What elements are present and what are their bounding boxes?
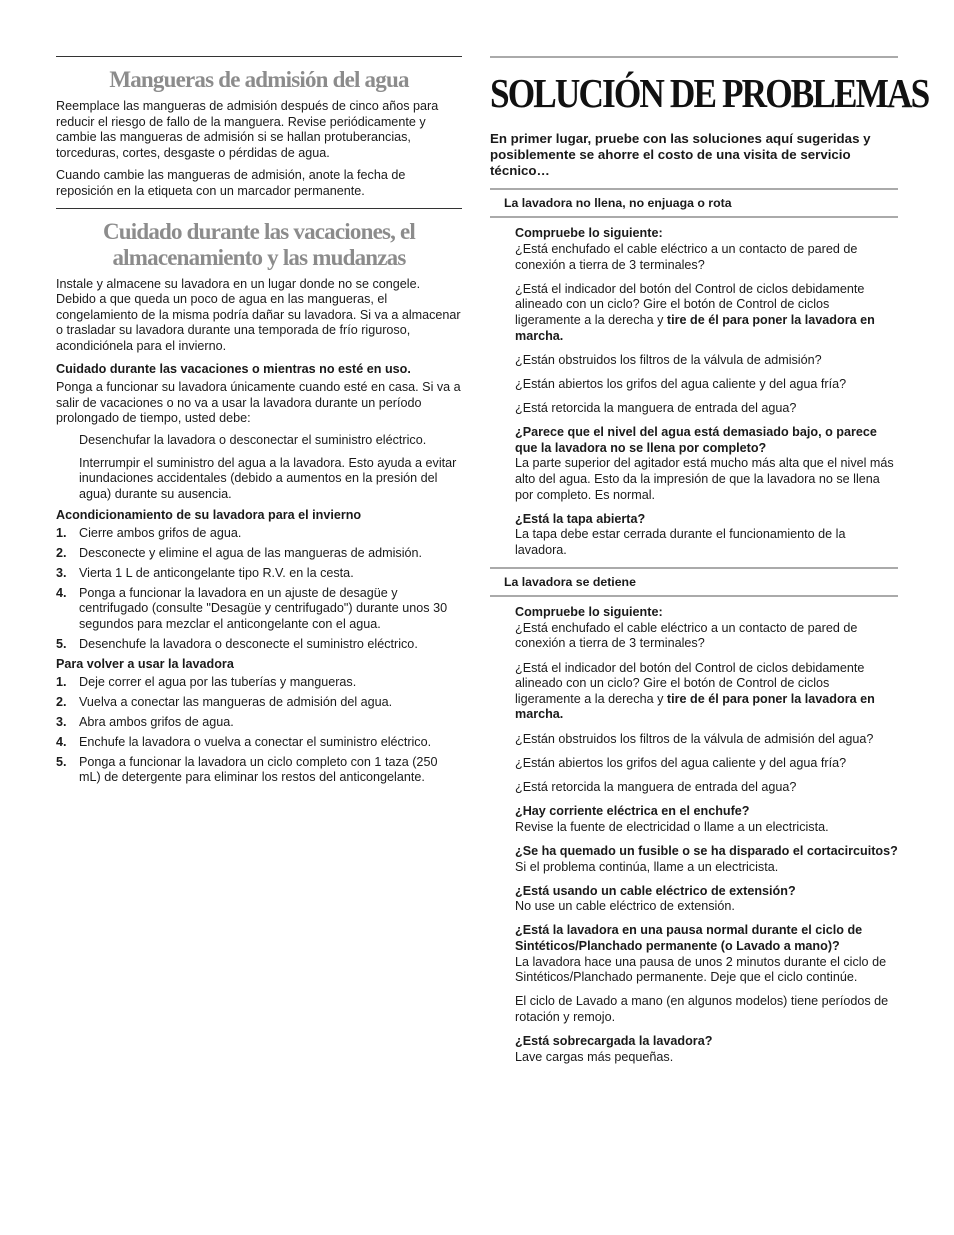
step-number: 4. bbox=[56, 734, 67, 749]
question-block bbox=[515, 923, 898, 985]
section-band: La lavadora se detiene bbox=[490, 567, 898, 597]
list-item bbox=[56, 546, 462, 562]
hoses-paragraph: Cuando cambie las mangueras de admisión, anote la fecha de reposición en la etiqueta con un marcador permanente. bbox=[56, 168, 406, 198]
question-heading: ¿Está usando un cable eléctrico de extensión? bbox=[515, 883, 796, 898]
step-number: 3. bbox=[56, 714, 67, 729]
question-heading: ¿Hay corriente eléctrica en el enchufe? bbox=[515, 804, 750, 819]
step-text: Desconecte y elimine el agua de las mangueras de admisión. bbox=[79, 545, 423, 560]
winter-heading: Acondicionamiento de su lavadora para el invierno bbox=[56, 508, 362, 523]
question-text: La parte superior del agitador está mucho más alta que el nivel más alto del agua. Esto da la impresión de que la lavadora no se llena por completo. Es normal. bbox=[515, 456, 894, 502]
left-column bbox=[56, 0, 462, 790]
question-heading: ¿Está la tapa abierta? bbox=[515, 511, 646, 526]
check-text-bold: tire de él para poner la lavadora en marcha. bbox=[515, 691, 875, 722]
question-heading: ¿Parece que el nivel del agua está demasiado bajo, o parece que la lavadora no se llena por completo? bbox=[515, 425, 877, 455]
question-text: La lavadora hace una pausa de unos 2 minutos durante el ciclo de Sintéticos/Planchado permanente. Deje que el ciclo continúe. bbox=[515, 954, 887, 985]
vacation-title bbox=[56, 219, 462, 272]
section-body bbox=[490, 605, 898, 1065]
step-text: Desenchufe la lavadora o desconecte el suministro eléctrico. bbox=[79, 637, 418, 651]
check-block bbox=[515, 661, 898, 723]
question-block bbox=[515, 844, 898, 875]
intro-text: En primer lugar, pruebe con las soluciones aquí sugeridas y posiblemente se ahorre el costo de una visita de servicio técnico… bbox=[490, 131, 871, 178]
check-text: ¿Están abiertos los grifos del agua caliente y del agua fría? bbox=[515, 376, 847, 391]
reuse-steps bbox=[56, 675, 462, 786]
list-item bbox=[56, 566, 462, 582]
step-number: 3. bbox=[56, 565, 67, 580]
divider bbox=[56, 208, 462, 209]
step-number: 2. bbox=[56, 694, 67, 709]
list-item bbox=[56, 735, 462, 751]
hoses-paragraph: Reemplace las mangueras de admisión después de cinco años para reducir el riesgo de fallo de la manguera. Revise periódicamente y cambie las mangueras de admisión si se hallan protuberancias, torceduras, cortes, desgaste o pérdidas de agua. bbox=[56, 99, 439, 160]
vacation-title-line: almacenamiento y las mudanzas bbox=[112, 245, 406, 271]
check-text: ¿Está el indicador del botón del Control de ciclos debidamente alineado con un ciclo? Gire el botón de Control de ciclos ligeramente a la derecha y bbox=[515, 281, 865, 327]
question-text: Revise la fuente de electricidad o llame a un electricista. bbox=[515, 819, 829, 834]
step-number: 2. bbox=[56, 545, 67, 560]
section-body bbox=[490, 226, 898, 558]
question-heading: ¿Se ha quemado un fusible o se ha disparado el cortacircuitos? bbox=[515, 843, 898, 858]
step-number: 4. bbox=[56, 585, 67, 600]
vacation-title-line: Cuidado durante las vacaciones, el bbox=[102, 218, 416, 244]
list-item bbox=[56, 715, 462, 731]
check-text: ¿Está el indicador del botón del Control de ciclos debidamente alineado con un ciclo? Gire el botón de Control de ciclos ligeramente a la derecha y bbox=[515, 660, 865, 706]
question-block bbox=[515, 512, 898, 559]
check-heading: Compruebe lo siguiente: bbox=[515, 226, 663, 241]
check-text: ¿Están obstruidos los filtros de la válvula de admisión? bbox=[515, 352, 822, 367]
vacation-item: Desenchufar la lavadora o desconectar el suministro eléctrico. bbox=[79, 432, 427, 447]
question-text: El ciclo de Lavado a mano (en algunos modelos) tiene períodos de rotación y remojo. bbox=[515, 994, 889, 1025]
check-block bbox=[515, 282, 898, 344]
list-item bbox=[56, 526, 462, 542]
vacation-text: Ponga a funcionar su lavadora únicamente cuando esté en casa. Si va a salir de vacaciones o no va a usar la lavadora durante un período prolongado de tiempo, usted debe: bbox=[56, 380, 461, 426]
question-text: Lave cargas más pequeñas. bbox=[515, 1049, 674, 1064]
list-item bbox=[56, 637, 462, 653]
step-text: Cierre ambos grifos de agua. bbox=[79, 525, 242, 540]
list-item bbox=[56, 586, 462, 633]
step-text: Enchufe la lavadora o vuelva a conectar el suministro eléctrico. bbox=[79, 734, 432, 749]
check-block bbox=[515, 226, 898, 273]
right-column bbox=[490, 0, 929, 1074]
step-number: 1. bbox=[56, 525, 67, 540]
question-heading: ¿Está sobrecargada la lavadora? bbox=[515, 1034, 713, 1049]
step-text: Ponga a funcionar la lavadora en un ajuste de desagüe y centrifugado (consulte "Desagüe y centrifugado") durante unos 30 segundos para mezclar el anticongelante con el agua. bbox=[79, 585, 448, 632]
check-heading: Compruebe lo siguiente: bbox=[515, 605, 663, 620]
step-number: 5. bbox=[56, 637, 67, 651]
vacation-subheading: Cuidado durante las vacaciones o mientras no esté en uso. bbox=[56, 361, 411, 376]
check-text: ¿Está enchufado el cable eléctrico a un contacto de pared de conexión a tierra de 3 terminales? bbox=[515, 241, 858, 272]
vacation-item: Interrumpir el suministro del agua a la lavadora. Esto ayuda a evitar inundaciones accidentales (debido a aumentos en la presión del agua) durante su ausencia. bbox=[79, 455, 457, 501]
check-text: ¿Están abiertos los grifos del agua caliente y del agua fría? bbox=[515, 755, 847, 770]
list-item bbox=[56, 695, 462, 711]
step-number: 1. bbox=[56, 674, 67, 689]
question-text: Si el problema continúa, llame a un electricista. bbox=[515, 859, 779, 874]
question-block bbox=[515, 1034, 898, 1065]
step-text: Vierta 1 L de anticongelante tipo R.V. en la cesta. bbox=[79, 565, 354, 580]
hoses-title: Mangueras de admisión del agua bbox=[109, 67, 409, 92]
section-band: La lavadora no llena, no enjuaga o rota bbox=[490, 188, 898, 218]
step-number: 5. bbox=[56, 754, 67, 769]
list-item bbox=[56, 755, 462, 786]
check-text-bold: tire de él para poner la lavadora en marcha. bbox=[515, 312, 875, 343]
divider bbox=[56, 56, 462, 57]
check-text: ¿Está retorcida la manguera de entrada del agua? bbox=[515, 779, 797, 794]
divider bbox=[490, 56, 898, 58]
step-text: Abra ambos grifos de agua. bbox=[79, 714, 234, 729]
page-title: SOLUCIÓN DE PROBLEMAS bbox=[490, 70, 929, 116]
winter-steps bbox=[56, 526, 462, 653]
check-text: ¿Están obstruidos los filtros de la válvula de admisión del agua? bbox=[515, 731, 874, 746]
check-text: ¿Está retorcida la manguera de entrada del agua? bbox=[515, 401, 797, 416]
vacation-intro: Instale y almacene su lavadora en un lugar donde no se congele. Debido a que queda un poco de agua en las mangueras, el congelamiento de la misma podría dañar su lavadora. Si va a almacenar o trasladar su lavadora durante una temporada de frío riguroso, acondiciónela para el invierno. bbox=[56, 276, 461, 353]
step-text: Vuelva a conectar las mangueras de admisión del agua. bbox=[79, 694, 393, 709]
check-block bbox=[515, 605, 898, 652]
check-text: ¿Está enchufado el cable eléctrico a un contacto de pared de conexión a tierra de 3 terminales? bbox=[515, 620, 858, 651]
question-block bbox=[515, 425, 898, 503]
step-text: Ponga a funcionar la lavadora un ciclo completo con 1 taza (250 mL) de detergente para eliminar los restos del anticongelante. bbox=[79, 754, 438, 785]
question-text: La tapa debe estar cerrada durante el funcionamiento de la lavadora. bbox=[515, 527, 846, 558]
question-block bbox=[515, 884, 898, 915]
question-block bbox=[515, 804, 898, 835]
step-text: Deje correr el agua por las tuberías y mangueras. bbox=[79, 674, 357, 689]
question-text: No use un cable eléctrico de extensión. bbox=[515, 899, 735, 914]
question-heading: ¿Está la lavadora en una pausa normal durante el ciclo de Sintéticos/Planchado permanente (o Lavado a mano)? bbox=[515, 923, 863, 954]
list-item bbox=[56, 675, 462, 691]
reuse-heading: Para volver a usar la lavadora bbox=[56, 656, 234, 671]
